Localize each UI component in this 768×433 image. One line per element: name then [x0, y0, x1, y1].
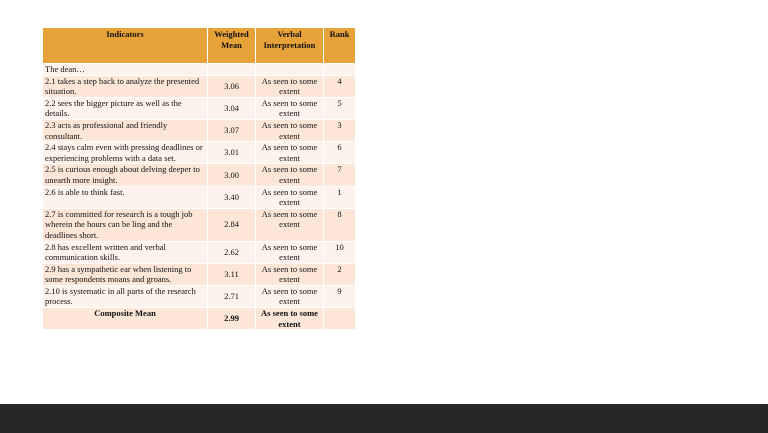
- header-indicators: Indicators: [43, 28, 208, 64]
- intro-text: The dean…: [43, 64, 208, 76]
- verbal-interpretation-cell: As seen to some extent: [256, 119, 324, 141]
- rank-cell: 8: [324, 208, 356, 241]
- indicator-cell: 2.3 acts as professional and friendly consultant.: [43, 119, 208, 141]
- weighted-mean-cell: 3.04: [208, 97, 256, 119]
- results-table: [42, 27, 356, 330]
- table-row: [43, 241, 356, 263]
- indicator-cell: 2.4 stays calm even with pressing deadlines or experiencing problems with a data set.: [43, 142, 208, 164]
- bottom-bar: [0, 404, 768, 433]
- weighted-mean-cell: 3.07: [208, 119, 256, 141]
- rank-cell: 5: [324, 97, 356, 119]
- table-row: [43, 97, 356, 119]
- rank-cell: 2: [324, 263, 356, 285]
- verbal-interpretation-cell: As seen to some extent: [256, 285, 324, 307]
- rank-cell: 4: [324, 75, 356, 97]
- verbal-interpretation-cell: As seen to some extent: [256, 208, 324, 241]
- composite-verbal: As seen to some extent: [256, 308, 324, 330]
- verbal-interpretation-cell: As seen to some extent: [256, 241, 324, 263]
- rank-cell: 3: [324, 119, 356, 141]
- header-weighted-mean: Weighted Mean: [208, 28, 256, 64]
- verbal-interpretation-cell: As seen to some extent: [256, 75, 324, 97]
- rank-cell: 7: [324, 164, 356, 186]
- rank-cell: 9: [324, 285, 356, 307]
- weighted-mean-cell: 3.11: [208, 263, 256, 285]
- weighted-mean-cell: 3.40: [208, 186, 256, 208]
- verbal-interpretation-cell: As seen to some extent: [256, 263, 324, 285]
- composite-rank-empty: [324, 308, 356, 330]
- table-row: [43, 164, 356, 186]
- rank-cell: 1: [324, 186, 356, 208]
- table-row: [43, 186, 356, 208]
- intro-empty-cell: [256, 64, 324, 76]
- header-verbal-interpretation: Verbal Interpretation: [256, 28, 324, 64]
- indicator-cell: 2.1 takes a step back to analyze the presented situation.: [43, 75, 208, 97]
- weighted-mean-cell: 2.62: [208, 241, 256, 263]
- indicator-cell: 2.8 has excellent written and verbal communication skills.: [43, 241, 208, 263]
- verbal-interpretation-cell: As seen to some extent: [256, 142, 324, 164]
- rank-cell: 10: [324, 241, 356, 263]
- weighted-mean-cell: 2.84: [208, 208, 256, 241]
- composite-mean: 2.99: [208, 308, 256, 330]
- weighted-mean-cell: 3.06: [208, 75, 256, 97]
- indicator-cell: 2.7 is committed for research is a tough job wherein the hours can be ling and the deadlines short.: [43, 208, 208, 241]
- table-row: [43, 208, 356, 241]
- indicator-cell: 2.9 has a sympathetic ear when listening to some respondents moans and groans.: [43, 263, 208, 285]
- weighted-mean-cell: 2.71: [208, 285, 256, 307]
- intro-row: [43, 64, 356, 76]
- verbal-interpretation-cell: As seen to some extent: [256, 186, 324, 208]
- table-row: [43, 142, 356, 164]
- indicator-cell: 2.6 is able to think fast.: [43, 186, 208, 208]
- intro-empty-cell: [324, 64, 356, 76]
- indicator-cell: 2.10 is systematic in all parts of the research process.: [43, 285, 208, 307]
- results-table-container: [42, 27, 355, 330]
- table-row: [43, 263, 356, 285]
- weighted-mean-cell: 3.01: [208, 142, 256, 164]
- intro-empty-cell: [208, 64, 256, 76]
- verbal-interpretation-cell: As seen to some extent: [256, 164, 324, 186]
- rank-cell: 6: [324, 142, 356, 164]
- table-row: [43, 119, 356, 141]
- composite-label: Composite Mean: [43, 308, 208, 330]
- table-header-row: [43, 28, 356, 64]
- table-row: [43, 285, 356, 307]
- table-row: [43, 75, 356, 97]
- indicator-cell: 2.2 sees the bigger picture as well as the details.: [43, 97, 208, 119]
- weighted-mean-cell: 3.00: [208, 164, 256, 186]
- verbal-interpretation-cell: As seen to some extent: [256, 97, 324, 119]
- indicator-cell: 2.5 is curious enough about delving deeper to unearth more insight.: [43, 164, 208, 186]
- composite-row: [43, 308, 356, 330]
- header-rank: Rank: [324, 28, 356, 64]
